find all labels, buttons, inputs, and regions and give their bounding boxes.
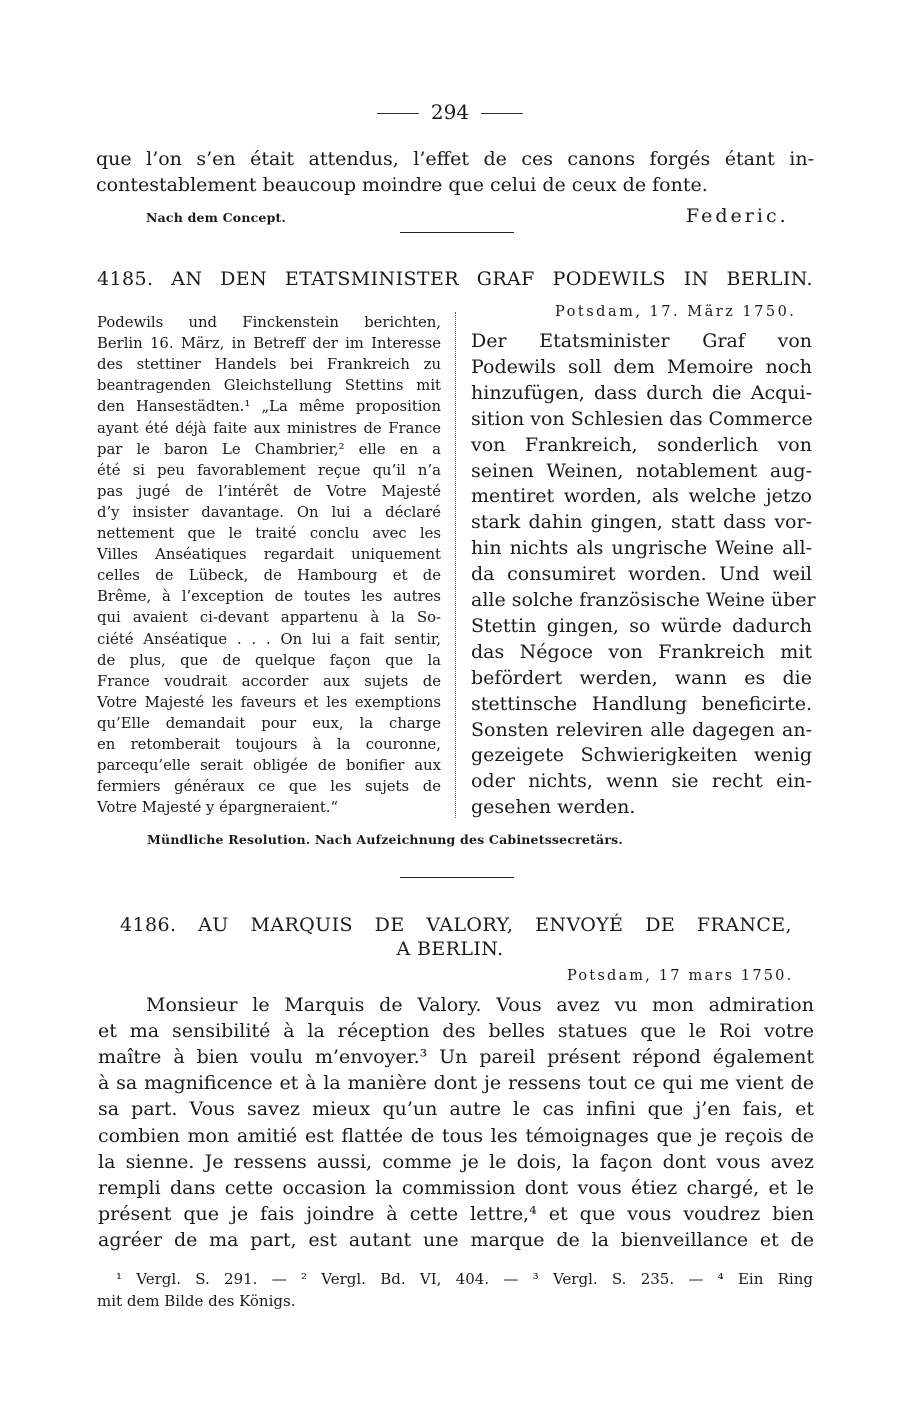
left-column-line-23: fermiers généraux ce que les sujets de [97,778,441,796]
left-column-line-20: qu’Elle demandait pour eux, la charge [97,714,441,732]
letter-line-7: la sienne. Je ressens aussi, comme je le dois, la façon dont vous avez [98,1150,814,1173]
right-column-line-18: oder nichts, wenn sie recht ein- [471,770,812,793]
left-column-line-5: den Hansestädten.¹ „La même proposition [97,398,441,416]
top-text-line-1: que l’on s’en était attendus, l’effet de ces canons forgés étant in- [96,148,814,170]
letter-line-6: combien mon amitié est flattée de tous les témoignages que je reçois de [98,1124,814,1147]
right-column-line-17: gezeigete Schwierigkeiten wenig [471,744,812,767]
right-column-line-6: seinen Weinen, notablement aug- [471,459,812,482]
left-column-line-7: par le baron Le Chambrier,² elle en a [97,440,441,458]
left-column-line-6: ayant été déjà faite aux ministres de France [97,419,441,437]
footnote-line-2: mit dem Bilde des Königs. [97,1292,296,1310]
left-column-line-22: parcequ’elle serait obligée de bonifier aux [97,757,441,775]
right-column-line-15: stettinsche Handlung beneficirte. [471,692,812,715]
top-signature: Federic. [686,205,789,227]
letter-line-4: à sa magnificence et à la manière dont je ressens tout ce qui me vient de [98,1072,814,1095]
right-column-line-13: das Négoce von Frankreich mit [471,640,812,663]
right-column-line-12: Stettin gingen, so würde dadurch [471,614,812,637]
letter-line-2: et ma sensibilité à la réception des belles statues que le Roi votre [98,1020,814,1043]
left-column-line-2: Berlin 16. März, in Betreff der im Interesse [97,335,441,353]
letter-line-10: agréer de ma part, est autant une marque de la bienveillance et de [98,1228,814,1251]
source-4185: Mündliche Resolution. Nach Aufzeichnung des Cabinetssecretärs. [147,832,623,847]
left-column-line-21: en retomberait toujours à la couronne, [97,736,441,753]
right-column-line-10: da consumiret worden. Und weil [471,563,812,586]
middle-separator-rule [400,877,514,878]
top-text-line-2: contestablement beaucoup moindre que celui de ceux de fonte. [96,174,708,196]
letter-line-8: rempli dans cette occasion la commission dont vous étiez chargé, et le [98,1176,814,1199]
left-column-line-14: Brême, à l’exception de toutes les autres [97,588,441,606]
right-column-line-19: gesehen werden. [471,796,636,819]
letter-line-5: sa part. Vous savez mieux qu’un autre le cas infini que j’en fais, et [98,1098,814,1121]
left-column-line-12: Villes Anséatiques regardait uniquement [97,546,441,564]
heading-4186-line-1: 4186. AU MARQUIS DE VALORY, ENVOYÉ DE FRANCE, [120,914,792,936]
left-column-line-10: d’y insister davantage. On lui a déclaré [97,503,441,521]
heading-4185: 4185. AN DEN ETATSMINISTER GRAF PODEWILS IN BERLIN. [97,268,813,290]
top-source-note: Nach dem Concept. [146,210,287,225]
right-column-line-2: Podewils soll dem Memoire noch [471,355,812,378]
left-column-line-1: Podewils und Finckenstein berichten, [97,314,441,331]
letter-line-3: maître à bien voulu m’envoyer.³ Un pareil présent répond également [98,1046,814,1069]
left-column-line-15: qui avaient ci-devant appartenu à la So- [97,609,441,627]
left-column-line-13: celles de Lübeck, de Hambourg et de [97,567,441,585]
right-column-line-4: sition von Schlesien das Commerce [471,407,813,430]
right-column-line-9: hin nichts als ungrische Weine all- [471,537,812,560]
left-column-line-16: ciété Anséatique . . . On lui a fait sentir, [97,630,441,648]
top-separator-rule [400,232,514,233]
right-column-line-7: mentiret worden, als welche jetzo [471,485,812,508]
left-column-line-18: France voudrait accorder aux sujets de [97,672,441,690]
right-column-line-3: hinzufügen, dass durch die Acqui- [471,381,812,404]
left-column-line-19: Votre Majesté les faveurs et les exemptions [97,693,441,711]
page-number-dash-left [377,113,419,114]
page-number: 294 [430,100,470,124]
letter-line-1: Monsieur le Marquis de Valory. Vous avez vu mon admiration [146,994,814,1016]
dateline-4185: Potsdam, 17. März 1750. [555,304,797,320]
page-number-line [0,100,900,124]
right-column-line-11: alle solche französische Weine über [471,589,816,611]
left-column-line-17: de plus, que de quelque façon que la [97,651,441,669]
right-column-line-8: stark dahin gingen, statt dass vor- [471,511,812,534]
right-column-line-16: Sonsten releviren alle dagegen an- [471,718,812,741]
letter-line-9: présent que je fais joindre à cette lettre,⁴ et que vous voudrez bien [98,1202,814,1225]
left-column-line-3: des stettiner Handels bei Frankreich zu [97,356,441,374]
dateline-4186: Potsdam, 17 mars 1750. [567,968,794,984]
left-column-line-8: été si peu favorablement reçue qu’il n’a [97,461,441,479]
left-column-line-4: beantragenden Gleichstellung Stettins mit [97,377,441,395]
right-column-line-1: Der Etatsminister Graf von [471,330,812,352]
left-column-line-24: Votre Majesté y épargneraient.“ [97,799,339,817]
heading-4186-line-2: A BERLIN. [396,938,504,960]
page-number-dash-right [481,113,523,114]
right-column-line-5: von Frankreich, sonderlich von [471,433,812,456]
footnote-line-1: ¹ Vergl. S. 291. — ² Vergl. Bd. VI, 404. — ³ Vergl. S. 235. — ⁴ Ein Ring [116,1270,813,1288]
column-divider [455,312,456,818]
right-column-line-14: befördert werden, wann es die [471,666,812,689]
left-column-line-9: pas jugé de l’intérêt de Votre Majesté [97,482,441,500]
left-column-line-11: nettement que le traité conclu avec les [97,525,441,542]
